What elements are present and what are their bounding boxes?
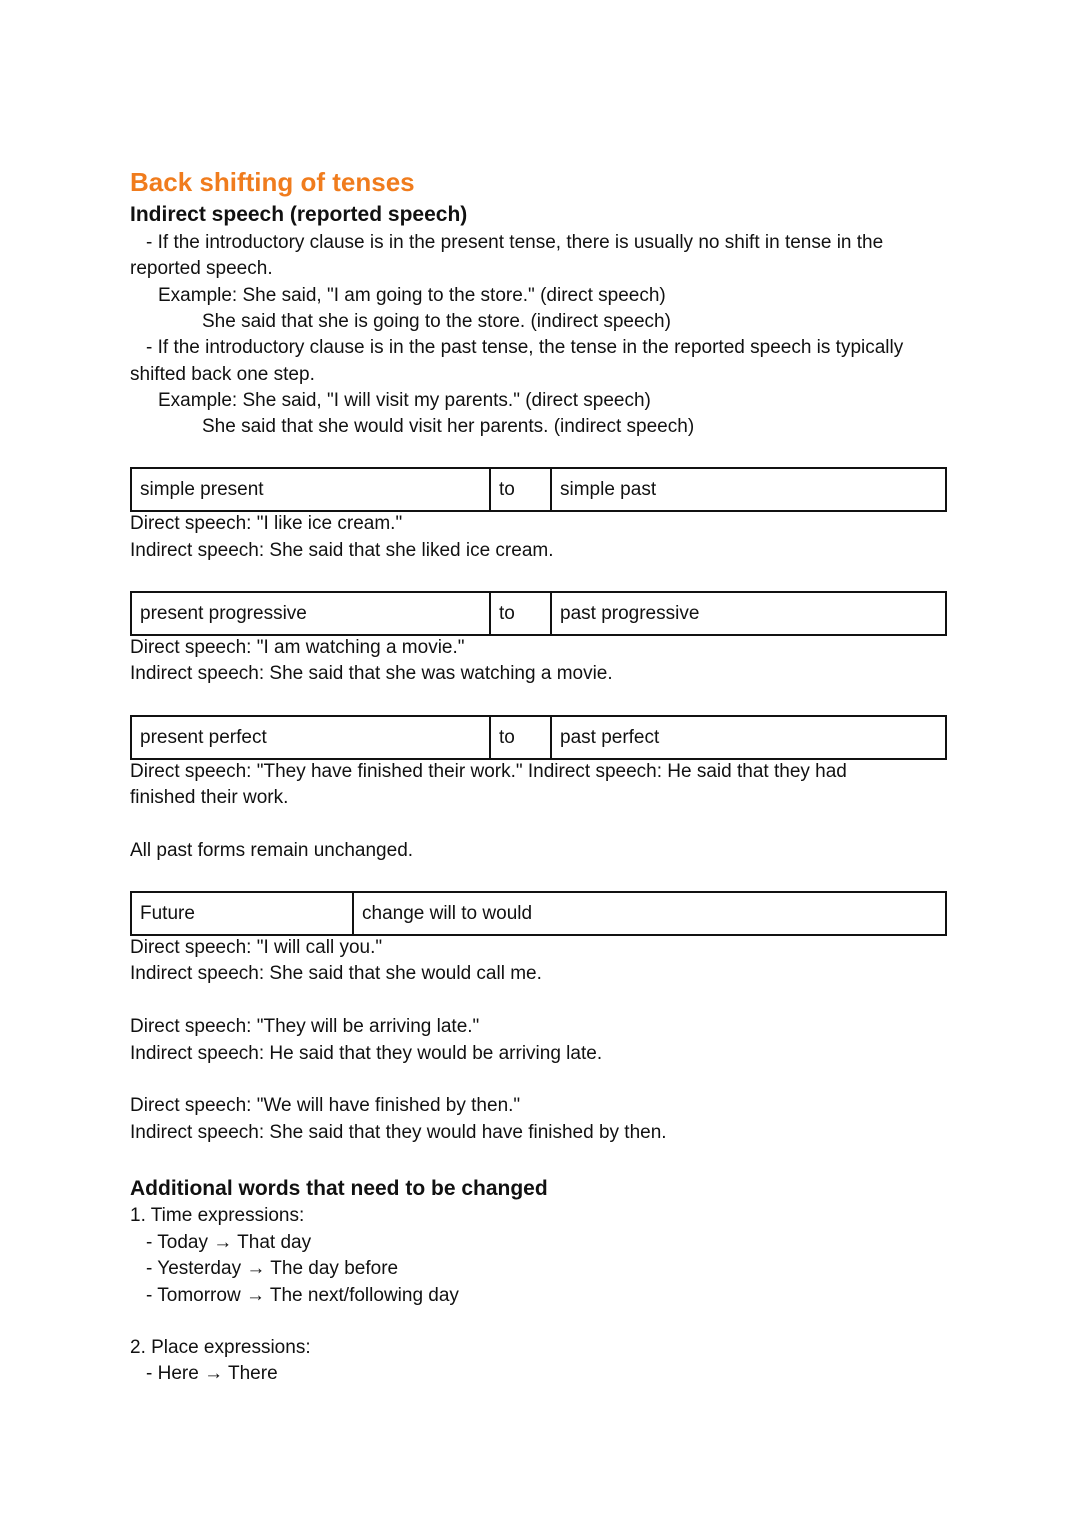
future-example-1-indirect: Indirect speech: She said that she would call me. [130,963,542,984]
future-rule-cell: change will to would [352,893,945,934]
example-1-indirect: She said that she is going to the store. (indirect speech) [202,311,671,332]
example-2-indirect: She said that she would visit her parents. (indirect speech) [202,416,695,437]
tense-table-simple-present [130,467,947,512]
table-2-indirect-speech: Indirect speech: She said that she was watching a movie. [130,663,613,684]
place-expressions-heading: 2. Place expressions: [130,1337,311,1358]
table-1-direct-speech: Direct speech: "I like ice cream." [130,513,403,534]
tense-table-future [130,891,947,936]
list-item: - Yesterday → The day before [146,1258,399,1279]
future-example-2-direct: Direct speech: "They will be arriving late." [130,1016,480,1037]
tense-target-cell: simple past [550,469,945,510]
rule-2-text: - If the introductory clause is in the past tense, the tense in the reported speech is typically [146,337,904,358]
future-example-2-indirect: Indirect speech: He said that they would be arriving late. [130,1043,603,1064]
list-item: - Today → That day [146,1232,312,1253]
list-item: - Tomorrow → The next/following day [146,1285,459,1306]
tense-from-cell: present progressive [140,603,307,624]
future-label-cell: Future [140,903,195,924]
table-3-speech-example: Direct speech: "They have finished their work." Indirect speech: He said that they had [130,761,847,782]
future-example-3-direct: Direct speech: "We will have finished by then." [130,1095,521,1116]
tense-to-cell: to [489,717,551,758]
example-1-direct: Example: She said, "I am going to the store." (direct speech) [158,285,666,306]
rule-1-text: - If the introductory clause is in the present tense, there is usually no shift in tense in the [146,232,884,253]
tense-to-cell: to [489,593,551,634]
past-forms-note: All past forms remain unchanged. [130,840,414,861]
page-title: Back shifting of tenses [130,167,415,197]
table-1-indirect-speech: Indirect speech: She said that she liked ice cream. [130,540,554,561]
tense-from-cell: simple present [140,479,264,500]
rule-2-text-cont: shifted back one step. [130,364,315,385]
list-item: - Here → There [146,1363,278,1384]
section-heading-indirect-speech: Indirect speech (reported speech) [130,203,468,226]
section-heading-additional-words: Additional words that need to be changed [130,1177,548,1200]
tense-table-present-progressive [130,591,947,636]
rule-1-text-cont: reported speech. [130,258,273,279]
example-2-direct: Example: She said, "I will visit my parents." (direct speech) [158,390,651,411]
table-2-direct-speech: Direct speech: "I am watching a movie." [130,637,465,658]
time-expressions-heading: 1. Time expressions: [130,1205,305,1226]
tense-table-present-perfect [130,715,947,760]
tense-from-cell: present perfect [140,727,267,748]
tense-to-cell: to [489,469,551,510]
tense-target-cell: past progressive [550,593,945,634]
future-example-1-direct: Direct speech: "I will call you." [130,937,383,958]
tense-target-cell: past perfect [550,717,945,758]
future-example-3-indirect: Indirect speech: She said that they would have finished by then. [130,1122,667,1143]
table-3-speech-example-cont: finished their work. [130,787,289,808]
